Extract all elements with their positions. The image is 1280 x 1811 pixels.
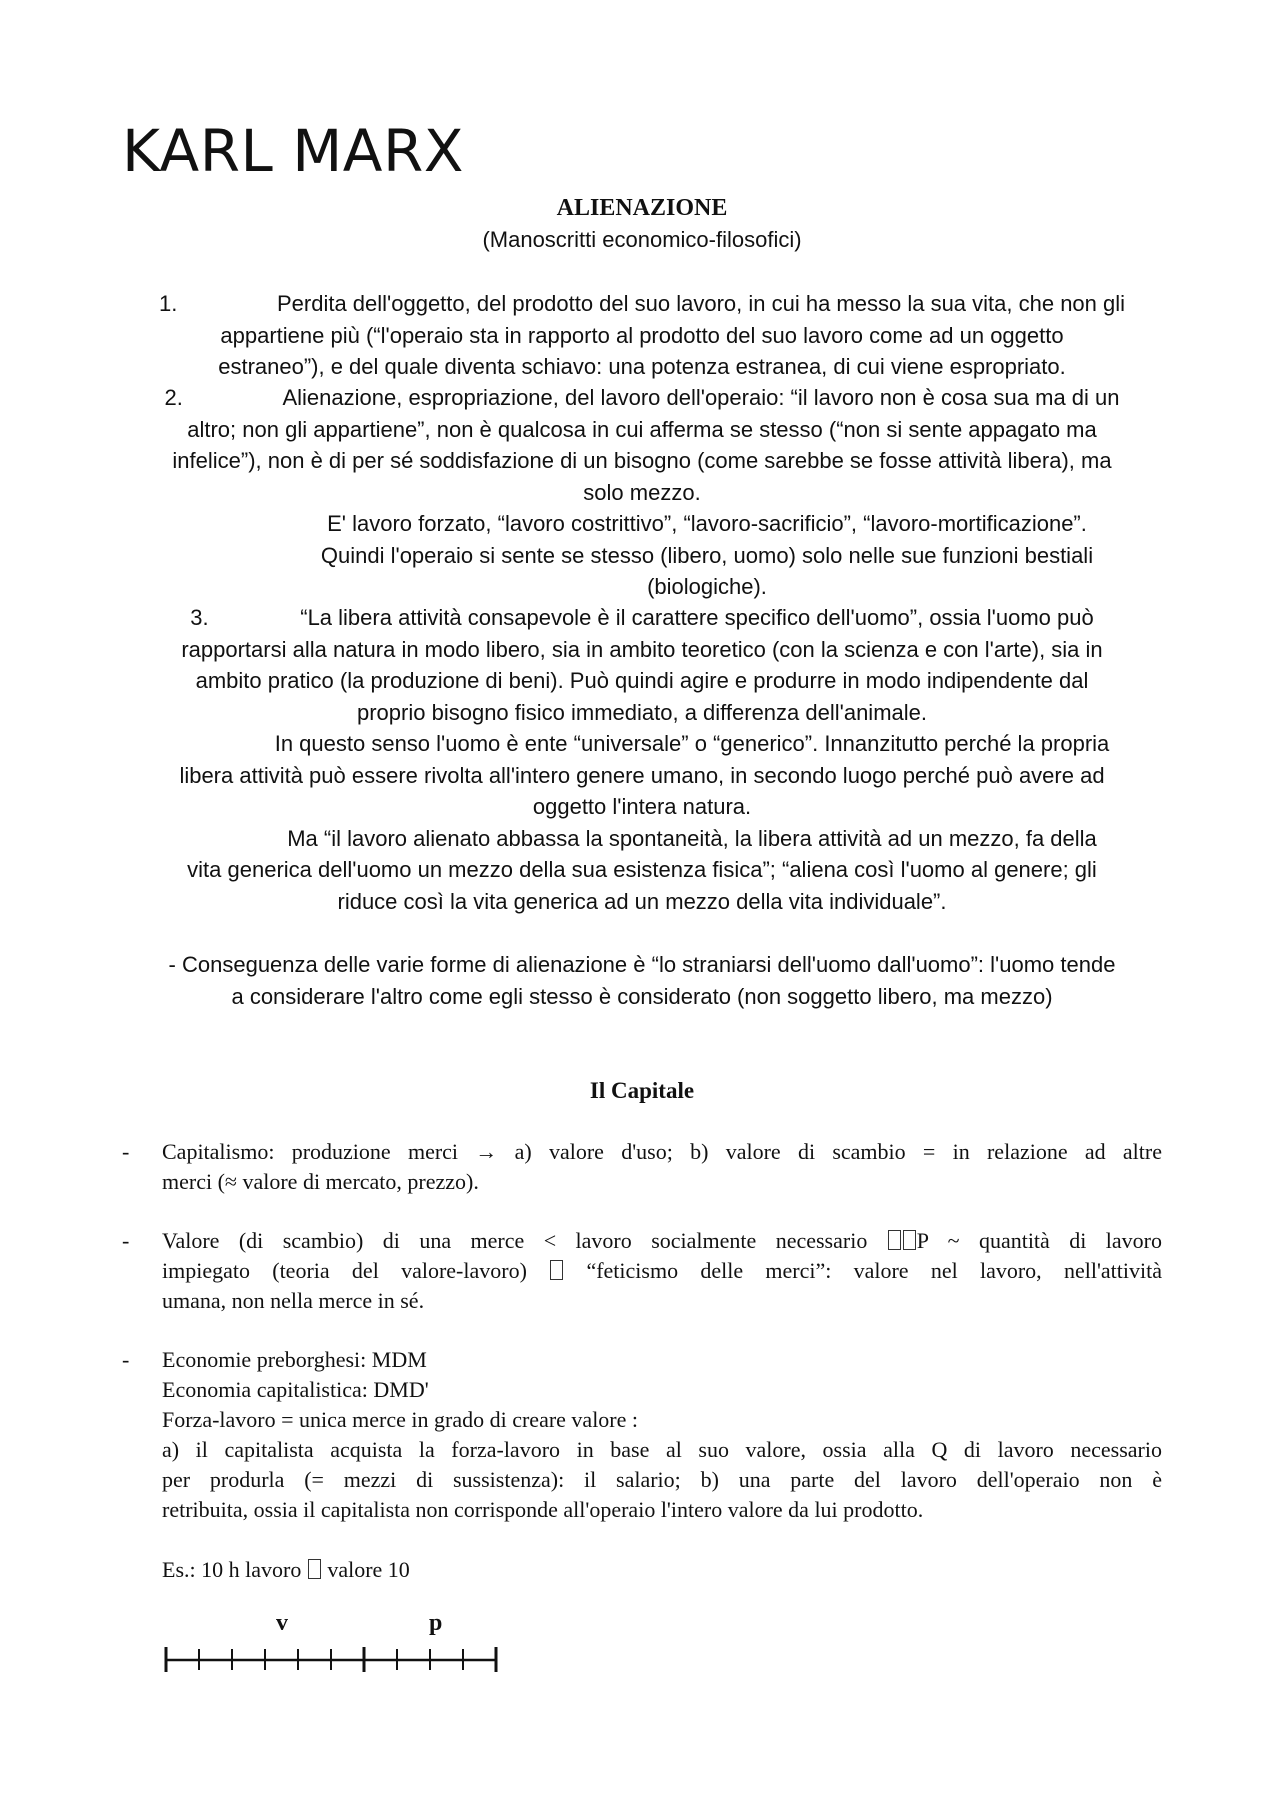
point-2-extra: (biologiche). [647,574,767,599]
point-3-extra: riduce così la vita generica ad un mezzo della vita individuale”. [337,888,947,914]
conclusion-line: - Conseguenza delle varie forme di alienazione è “lo straniarsi dell'uomo dall'uomo”: l'uomo tende [168,952,1116,977]
alienazione-heading: ALIENAZIONE [556,195,728,221]
point-3-line: 3. “La libera attività consapevole è il carattere specifico dell'uomo”, ossia l'uomo può [122,602,1162,634]
point-3 [122,602,1162,917]
missing-glyph-icon [903,1230,916,1250]
point-1-line: estraneo”), e del quale diventa schiavo: una potenza estranea, di cui viene espropriato. [218,354,1066,379]
conclusion-line: a considerare l'altro come egli stesso è considerato (non soggetto libero, ma mezzo) [231,983,1053,1009]
point-3-line: ambito pratico (la produzione di beni). Può quindi agire e produrre in modo indipendente dal [195,668,1089,693]
point-1-line: 1. Perdita dell'oggetto, del prodotto del suo lavoro, in cui ha messo la sua vita, che non gli [122,288,1162,320]
point-3-extra: Ma “il lavoro alienato abbassa la spontaneità, la libera attività ad un mezzo, fa della [287,825,1097,851]
scale-label-v: v [276,1610,288,1636]
alienazione-conclusion [122,949,1162,1012]
missing-glyph-icon [550,1260,563,1280]
point-3-extra: In questo senso l'uomo è ente “universale” o “generico”. Innanzitutto perché la propria [274,731,1110,756]
alienazione-subtitle: (Manoscritti economico-filosofici) [482,227,802,252]
point-1-number: 1. [158,291,178,316]
point-2-extra: E' lavoro forzato, “lavoro costrittivo”, “lavoro-sacrificio”, “lavoro-mortificazione”. [327,511,1087,536]
scale-label-p: p [429,1610,443,1636]
point-3-extra: oggetto l'intera natura. [532,794,752,819]
point-2-extra: Quindi l'operaio si sente se stesso (libero, uomo) solo nelle sue funzioni bestiali [320,542,1094,568]
capitale-heading: Il Capitale [589,1078,695,1103]
bullet-dash: - [122,1347,130,1372]
point-3-line: rapportarsi alla natura in modo libero, sia in ambito teoretico (con la scienza e con l'arte), sia in [181,636,1103,662]
missing-glyph-icon [308,1559,321,1579]
document-title: KARL MARX [122,117,464,185]
point-2-line: solo mezzo. [583,479,701,505]
capitale-item-1: - Capitalismo: produzione merci → a) valore d'uso; b) valore di scambio = in relazione ad altre merci (≈ valore di mercato, prezzo). [122,1139,1162,1194]
scale-line [162,1644,522,1674]
point-3-extra: libera attività può essere rivolta all'intero genere umano, in secondo luogo perché può avere ad [179,762,1105,788]
example-line: Es.: 10 h lavoro valore 10 [162,1557,410,1582]
point-3-number: 3. [190,605,209,630]
bullet-dash: - [122,1139,130,1164]
point-2-line: altro; non gli appartiene”, non è qualcosa in cui afferma se stesso (“non si sente appagato ma [187,416,1097,442]
point-2-number: 2. [164,385,183,410]
capitale-item-2: - Valore (di scambio) di una merce < lavoro socialmente necessario P ~ quantità di lavoro impiegato (teoria del valore-lavoro) “feticismo delle merci”: valore nel lavoro, nell'attività umana, non nella merce in sé. [122,1228,1162,1313]
point-1-line: appartiene più (“l'operaio sta in rapporto al prodotto del suo lavoro come ad un oggetto [220,322,1064,348]
point-3-line: proprio bisogno fisico immediato, a differenza dell'animale. [357,699,927,725]
point-3-extra: vita generica dell'uomo un mezzo della sua esistenza fisica”; “aliena così l'uomo al genere; gli [187,857,1097,882]
point-2 [122,382,1162,603]
bullet-dash: - [122,1228,130,1253]
point-1 [122,288,1162,383]
missing-glyph-icon [888,1230,901,1250]
point-2-line: infelice”), non è di per sé soddisfazione di un bisogno (come sarebbe se fosse attività libera), ma [172,448,1112,473]
point-2-line: 2. Alienazione, espropriazione, del lavoro dell'operaio: “il lavoro non è cosa sua ma di un [122,382,1162,414]
capitale-item-3: - Economie preborghesi: MDM Economia capitalistica: DMD' Forza-lavoro = unica merce in grado di creare valore : a) il capitalista acquista la forza-lavoro in base al suo valore, ossia alla Q di lavoro necessario per produrla (= mezzi di sussistenza): il salario; b) una parte del lavoro dell'operaio non è retribuita, ossia il capitalista non corrisponde all'operaio l'intero valore da lui prodotto. Es.: 10 h lavoro valore 10 [122,1345,1162,1585]
